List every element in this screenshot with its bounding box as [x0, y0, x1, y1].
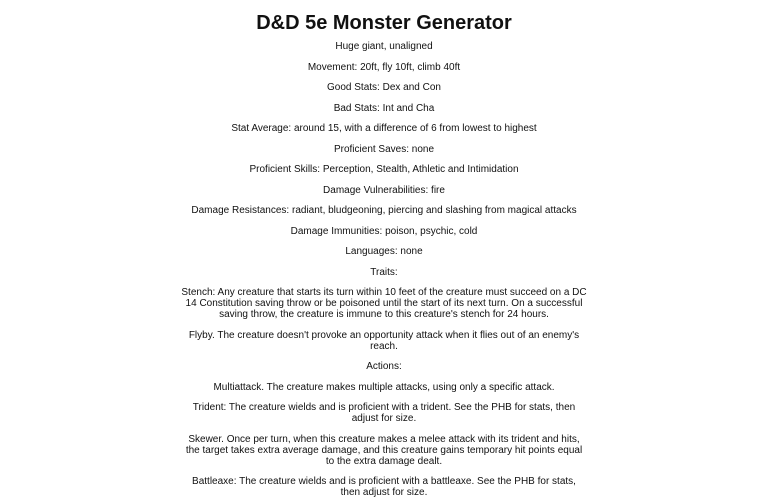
- proficient-saves: Proficient Saves: none: [333, 143, 435, 155]
- action-trident: Trident: The creature wields and is proficient with a trident. See the PHB for stats, then adjust for size.: [192, 402, 576, 424]
- damage-vulnerabilities: Damage Vulnerabilities: fire: [323, 184, 445, 196]
- actions-heading: Actions:: [366, 361, 402, 372]
- languages: Languages: none: [345, 246, 423, 257]
- damage-immunities: Damage Immunities: poison, psychic, cold: [290, 225, 478, 237]
- page-title: D&D 5e Monster Generator: [256, 12, 512, 34]
- size-type: Huge giant, unaligned: [335, 41, 433, 52]
- damage-resistances: Damage Resistances: radiant, bludgeoning, piercing and slashing from magical attacks: [191, 205, 577, 216]
- trait-flyby: Flyby. The creature doesn't provoke an opportunity attack when it flies out of an enemy's reach.: [188, 329, 580, 352]
- proficient-skills: Proficient Skills: Perception, Stealth, Athletic and Intimidation: [249, 164, 519, 175]
- good-stats: Good Stats: Dex and Con: [327, 82, 441, 93]
- trait-stench: Stench: Any creature that starts its turn within 10 feet of the creature must succeed on a DC 14 Constitution saving throw or be poisoned until the start of its next turn. On a successful saving throw, the creature is immune to this creature's stench for 24 hours.: [181, 287, 587, 320]
- action-skewer: Skewer. Once per turn, when this creature makes a melee attack with its trident and hits, the target takes extra average damage, and this creature gains temporary hit points equal to the extra damage dealt.: [185, 433, 583, 467]
- stat-average: Stat Average: around 15, with a difference of 6 from lowest to highest: [231, 123, 537, 134]
- monster-description: [181, 41, 587, 498]
- bad-stats: Bad Stats: Int and Cha: [333, 102, 435, 114]
- action-battleaxe: Battleaxe: The creature wields and is proficient with a battleaxe. See the PHB for stats, then adjust for size.: [192, 476, 576, 498]
- movement: Movement: 20ft, fly 10ft, climb 40ft: [307, 61, 461, 73]
- action-multiattack: Multiattack. The creature makes multiple attacks, using only a specific attack.: [213, 381, 555, 393]
- traits-heading: Traits:: [370, 266, 398, 278]
